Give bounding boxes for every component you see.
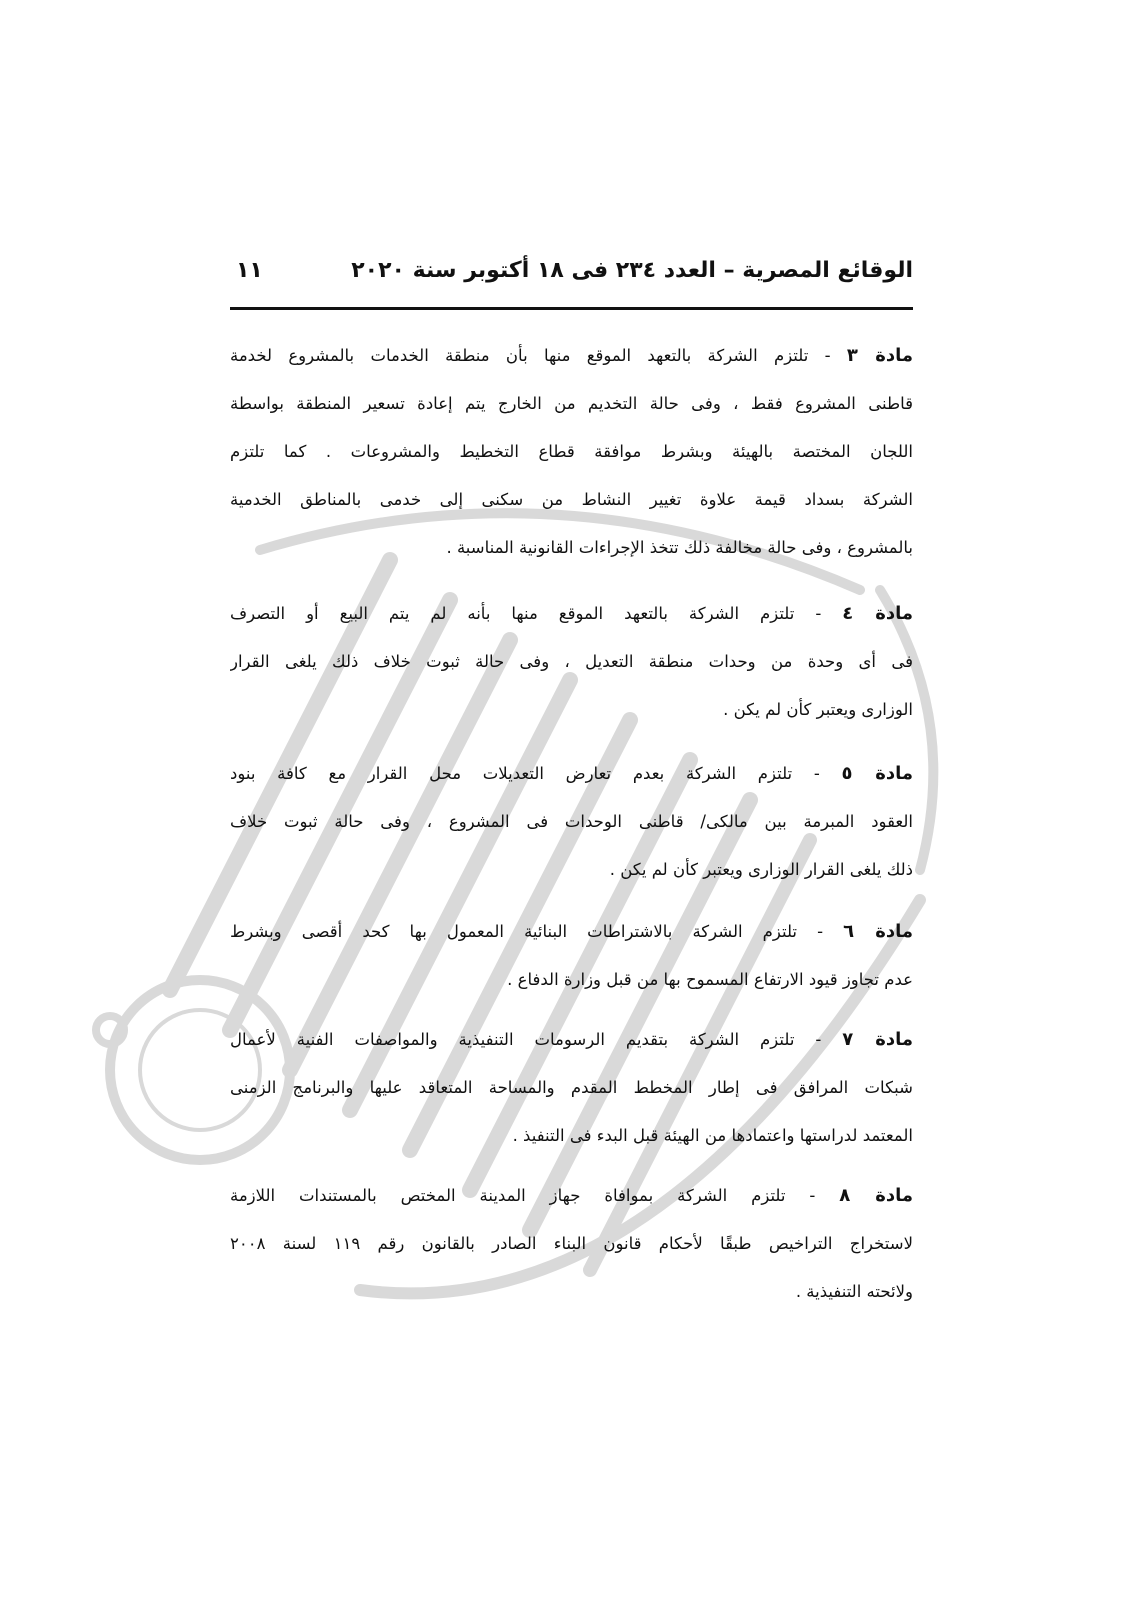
article-8 xyxy=(230,1172,913,1316)
article-label: مادة ٣ xyxy=(846,345,913,366)
article-line: ولائحته التنفيذية . xyxy=(795,1282,913,1301)
article-4 xyxy=(230,590,913,734)
article-line: ذلك يلغى القرار الوزارى ويعتبر كأن لم يكن . xyxy=(609,860,913,879)
article-5 xyxy=(230,750,913,894)
article-label: مادة ٧ xyxy=(842,1029,913,1050)
article-6 xyxy=(230,908,913,1004)
article-line: لاستخراج التراخيص طبقًا لأحكام قانون البناء الصادر بالقانون رقم ١١٩ لسنة ٢٠٠٨ xyxy=(230,1234,913,1253)
article-line: فى أى وحدة من وحدات منطقة التعديل ، وفى حالة ثبوت خلاف ذلك يلغى القرار xyxy=(230,652,913,671)
article-line: مادة ٦ - تلتزم الشركة بالاشتراطات البنائية المعمول بها كحد أقصى وبشرط xyxy=(230,921,913,942)
article-line: شبكات المرافق فى إطار المخطط المقدم والمساحة المتعاقد عليها والبرنامج الزمنى xyxy=(230,1078,913,1097)
article-line: قاطنى المشروع فقط ، وفى حالة التخديم من الخارج يتم إعادة تسعير المنطقة بواسطة xyxy=(230,394,913,413)
article-3 xyxy=(230,332,913,572)
page-number: ١١ xyxy=(236,258,263,283)
article-line: العقود المبرمة بين مالكى/ قاطنى الوحدات فى المشروع ، وفى حالة ثبوت خلاف xyxy=(230,812,913,831)
article-7 xyxy=(230,1016,913,1160)
article-line: بالمشروع ، وفى حالة مخالفة ذلك تتخذ الإجراءات القانونية المناسبة . xyxy=(446,538,913,557)
article-line: المعتمد لدراستها واعتمادها من الهيئة قبل البدء فى التنفيذ . xyxy=(512,1126,913,1145)
article-line: عدم تجاوز قيود الارتفاع المسموح بها من قبل وزارة الدفاع . xyxy=(507,970,913,989)
article-line: مادة ٤ - تلتزم الشركة بالتعهد الموقع منها بأنه لم يتم البيع أو التصرف xyxy=(230,603,913,624)
article-line: الوزارى ويعتبر كأن لم يكن . xyxy=(723,700,913,719)
article-label: مادة ٦ xyxy=(843,921,913,942)
article-line: اللجان المختصة بالهيئة وبشرط موافقة قطاع التخطيط والمشروعات . كما تلتزم xyxy=(230,442,913,461)
article-line: مادة ٨ - تلتزم الشركة بموافاة جهاز المدينة المختص بالمستندات اللازمة xyxy=(230,1185,913,1206)
article-line: الشركة بسداد قيمة علاوة تغيير النشاط من سكنى إلى خدمى بالمناطق الخدمية xyxy=(230,490,913,509)
gazette-title: الوقائع المصرية – العدد ٢٣٤ فى ١٨ أكتوبر سنة ٢٠٢٠ xyxy=(351,258,913,283)
article-line: مادة ٣ - تلتزم الشركة بالتعهد الموقع منها بأن منطقة الخدمات بالمشروع لخدمة xyxy=(230,345,913,366)
page-header xyxy=(230,258,913,298)
article-label: مادة ٥ xyxy=(841,763,913,784)
article-line: مادة ٧ - تلتزم الشركة بتقديم الرسومات التنفيذية والمواصفات الفنية لأعمال xyxy=(230,1029,913,1050)
article-label: مادة ٨ xyxy=(839,1185,913,1206)
header-rule xyxy=(230,307,913,310)
article-line: مادة ٥ - تلتزم الشركة بعدم تعارض التعديلات محل القرار مع كافة بنود xyxy=(230,763,913,784)
article-label: مادة ٤ xyxy=(842,603,913,624)
